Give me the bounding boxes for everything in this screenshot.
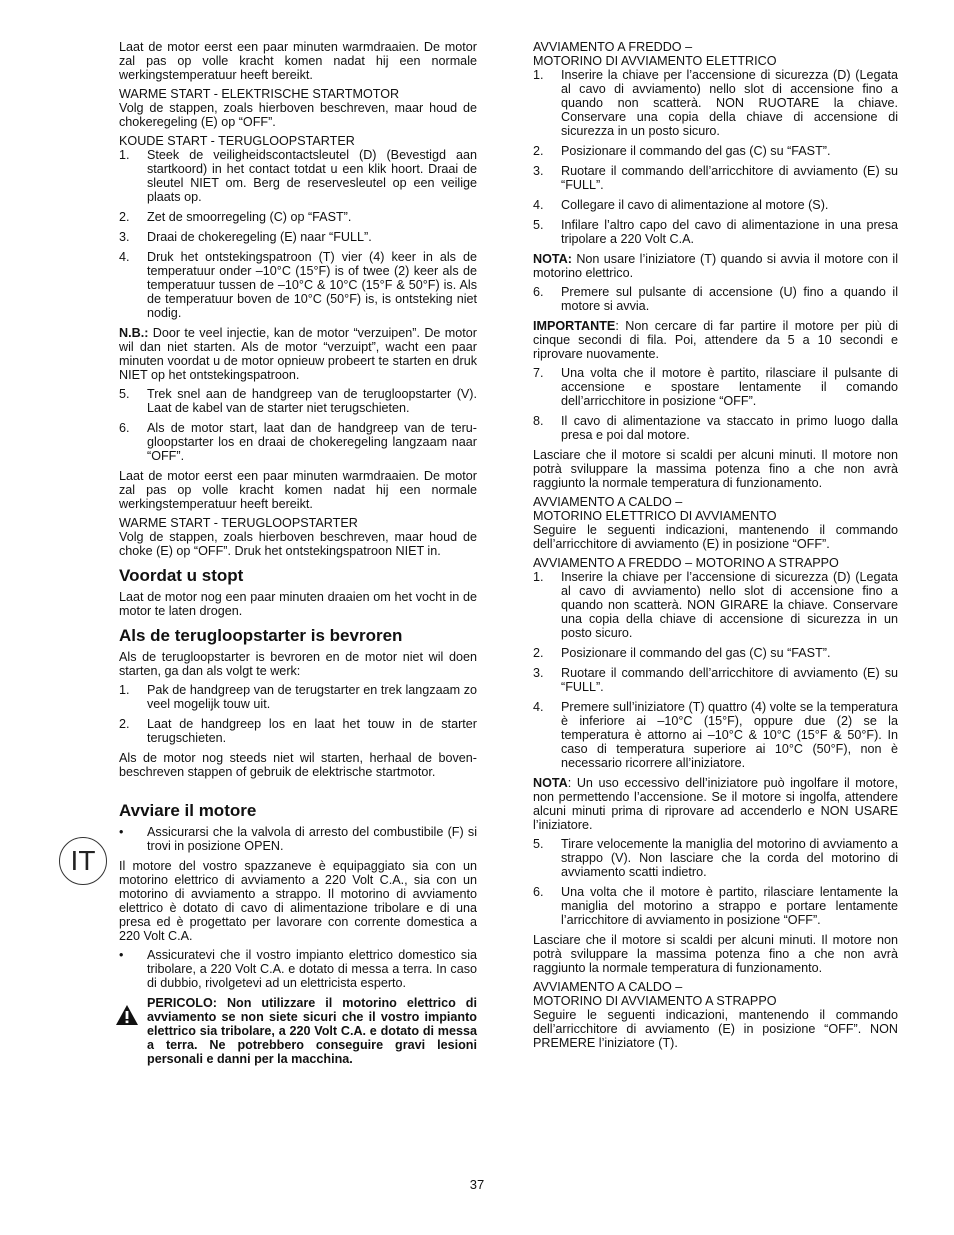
list-item xyxy=(533,666,898,694)
section-caption: AVVIAMENTO A FREDDO – xyxy=(533,40,693,54)
list-item-number: 4. xyxy=(119,250,130,264)
list-item-number: 6. xyxy=(533,885,544,899)
list-item xyxy=(533,164,898,192)
paragraph: Volg de stappen, zoals hierboven beschreven, maar houd de chokeregeling (E) op “OFF”. xyxy=(119,101,477,129)
list-item xyxy=(533,885,898,927)
list-item-text: Ruotare il commando dell’arricchitore di avviamento (E) su “FULL”. xyxy=(561,164,898,192)
list-item xyxy=(119,683,477,711)
list-item-text: Pak de handgreep van de terugstarter en trek langzaam zo veel mogelijk touw uit. xyxy=(147,683,477,711)
paragraph: Volg de stappen, zoals hierboven beschreven, maar houd de choke (E) op “OFF”. Druk het ontstekingspatroon NIET in. xyxy=(119,530,477,558)
numbered-list xyxy=(533,68,898,246)
list-item xyxy=(533,144,898,158)
section-heading: Als de terugloopstarter is bevroren xyxy=(119,626,403,645)
paragraph: Laat de motor nog een paar minuten draaien om het vocht in de motor te laten drogen. xyxy=(119,590,477,618)
list-item xyxy=(119,421,477,463)
language-badge: IT xyxy=(59,837,107,885)
list-item xyxy=(533,285,898,313)
list-item-number: 6. xyxy=(533,285,544,299)
note-label: NOTA xyxy=(533,776,568,790)
list-item-text: Druk het ontstekingspatroon (T) vier (4) keer in als de temperatuur onder –10°C (15°F) is of twee (2) keer als de temperatuur tussen de –10°C & 10°C (15°F & 50°F) is. Als de temperatuur boven de 10°C (50°F) is, is ontsteking niet nodig. xyxy=(147,250,477,320)
list-item-number: 1. xyxy=(119,683,130,697)
list-item xyxy=(533,218,898,246)
important-paragraph xyxy=(533,319,898,361)
section-heading: Voordat u stopt xyxy=(119,566,244,585)
numbered-list xyxy=(119,387,477,463)
list-item xyxy=(119,948,477,990)
numbered-list xyxy=(533,837,898,927)
list-item-number: 1. xyxy=(119,148,130,162)
paragraph: Als de terugloopstarter is bevroren en de motor niet wil doen starten, ga dan als volgt te werk: xyxy=(119,650,477,678)
section-caption: WARME START - ELEKTRISCHE STARTMOTOR xyxy=(119,87,400,101)
list-item-text: Tirare velocemente la maniglia del motorino di avviamento a strappo (V). Non lasciare che la corda del motorino di avviamento scatti indietro. xyxy=(561,837,898,879)
bullet-list xyxy=(119,825,477,853)
list-item-text: Una volta che il motore è partito, rilasciare lentamente la maniglia del motorino a strappo e portare lentamente l’arricchitore di avviamento in posizione “OFF”. xyxy=(561,885,898,927)
list-item-number: 1. xyxy=(533,570,544,584)
bullet-mark: • xyxy=(119,825,124,839)
important-label: IMPORTANTE xyxy=(533,319,616,333)
right-column xyxy=(533,40,898,1055)
list-item-text: Zet de smoorregeling (C) op “FAST”. xyxy=(147,210,352,224)
list-item xyxy=(533,68,898,138)
list-item-text: Collegare il cavo di alimentazione al motore (S). xyxy=(561,198,829,212)
paragraph: Laat de motor eerst een paar minuten warmdraaien. De motor zal pas op volle kracht komen nadat hij een normale werkingstemperatuur heeft bereikt. xyxy=(119,469,477,511)
list-item xyxy=(533,198,898,212)
list-item xyxy=(533,646,898,660)
list-item-number: 1. xyxy=(533,68,544,82)
list-item xyxy=(119,250,477,320)
paragraph: Laat de motor eerst een paar minuten warmdraaien. De motor zal pas op volle kracht komen nadat hij een normale werkingstemperatuur heeft bereikt. xyxy=(119,40,477,82)
list-item-number: 7. xyxy=(533,366,544,380)
important-text: : Non cercare di far partire il motore per più di cinque secondi di fila. Poi, attendere da 5 a 10 secondi e riprovare nuovamente. xyxy=(533,319,898,361)
list-item-text: Premere sul pulsante di accensione (U) fino a quando il motore si avvia. xyxy=(561,285,898,313)
list-item-number: 3. xyxy=(533,666,544,680)
note-text: : Un uso eccessivo dell’iniziatore può ingolfare il motore, non permettendo l’accensione. Se il motore si ingolfa, attendere alcuni minuti prima di riprovare ad accenderlo e NON USARE l’iniziatore. xyxy=(533,776,898,832)
bullet-list xyxy=(119,948,477,990)
numbered-list xyxy=(533,570,898,770)
numbered-list xyxy=(533,285,898,313)
section-caption: MOTORINO DI AVVIAMENTO A STRAPPO xyxy=(533,994,777,1008)
note-paragraph xyxy=(533,776,898,832)
list-item-number: 2. xyxy=(119,210,130,224)
warning-text: PERICOLO: Non utilizzare il motorino elettrico di avviamento se non siete sicuri che il vostro impianto elettrico sia tribolare, a 220 Volt C.A. e dotato di messa a terra. Ne potrebbero conseguire gravi lesioni personali e danni per la macchina. xyxy=(147,996,477,1066)
list-item-text: Posizionare il commando del gas (C) su “FAST”. xyxy=(561,646,831,660)
list-item xyxy=(533,414,898,442)
list-item-text: Inserire la chiave per l’accensione di sicurezza (D) (Legata al cavo di avviamento) nello slot di accensione fino a quando non scatterà. NON RUOTARE la chiave. Conservare una copia della chiave di accensione di sicurezza in un posto sicuro. xyxy=(561,68,898,138)
section-heading: Avviare il motore xyxy=(119,801,257,820)
list-item-number: 5. xyxy=(533,837,544,851)
note-paragraph xyxy=(533,252,898,280)
list-item-number: 3. xyxy=(533,164,544,178)
list-item-number: 5. xyxy=(533,218,544,232)
list-item-text: Laat de handgreep los en laat het touw in de starter terugschieten. xyxy=(147,717,477,745)
paragraph: Seguire le seguenti indicazioni, mantenendo il commando dell’arricchitore di avviamento (E) in posizione “OFF”. NON PREMERE l’iniziatore (T). xyxy=(533,1008,898,1050)
list-item xyxy=(119,717,477,745)
list-item-number: 3. xyxy=(119,230,130,244)
note-label: NOTA: xyxy=(533,252,572,266)
list-item xyxy=(533,570,898,640)
paragraph: Lasciare che il motore si scaldi per alcuni minuti. Il motore non potrà sviluppare la massima potenza fino a che non avrà raggiunto la normale temperatura di funzionamento. xyxy=(533,933,898,975)
list-item-text: Als de motor start, laat dan de handgreep van de terugloopstarter los en draai de chokeregeling langzaam naar “OFF”. xyxy=(147,421,477,463)
note-text: Door te veel injectie, kan de motor “verzuipen”. De motor wil dan niet starten. Als de motor “verzuipt”, wacht een paar minuten voordat u de motor opnieuw probeert te starten en druk NIET op het ontstekingspatroon. xyxy=(119,326,477,382)
list-item-text: Una volta che il motore è partito, rilasciare il pulsante di accensione e spostare lentamente il comando dell’arricchitore in posizione “OFF”. xyxy=(561,366,898,408)
list-item-number: 2. xyxy=(533,646,544,660)
section-caption: AVVIAMENTO A CALDO – xyxy=(533,495,683,509)
list-item-number: 2. xyxy=(119,717,130,731)
note-label: N.B.: xyxy=(119,326,149,340)
list-item-text: Inserire la chiave per l’accensione di sicurezza (D) (Legata al cavo di avviamento) nello slot di accensione fino a quando non scatterà. NON GIRARE la chiave. Conservare una copia della chiave di accensione di sicurezza in un posto sicuro. xyxy=(561,570,898,640)
list-item-text: Trek snel aan de handgreep van de terugloopstarter (V). Laat de kabel van de starter niet terugschieten. xyxy=(147,387,477,415)
note-paragraph xyxy=(119,326,477,382)
section-caption: KOUDE START - TERUGLOOPSTARTER xyxy=(119,134,355,148)
list-item-text: Infilare l’altro capo del cavo di alimentazione in una presa tripolare a 220 Volt C.A. xyxy=(561,218,898,246)
list-item-number: 8. xyxy=(533,414,544,428)
list-item-number: 4. xyxy=(533,198,544,212)
danger-warning xyxy=(119,996,477,1066)
section-caption: WARME START - TERUGLOOPSTARTER xyxy=(119,516,358,530)
section-caption: AVVIAMENTO A CALDO – xyxy=(533,980,683,994)
list-item-number: 4. xyxy=(533,700,544,714)
list-item-text: Premere sull’iniziatore (T) quattro (4) volte se la temperatura è inferiore ai –10°C (15°F), oppure due (2) se la temperatura è attorno ai –10°C & 10°C (15°F & 50°F). In caso di temperatura superiore ai 10°C (50°F), non è necessario ricorrere all’iniziatore. xyxy=(561,700,898,770)
list-item xyxy=(119,825,477,853)
list-item-text: Draai de chokeregeling (E) naar “FULL”. xyxy=(147,230,372,244)
paragraph: Seguire le seguenti indicazioni, mantenendo il commando dell’arricchitore di avviamento (E) in posizione “OFF”. xyxy=(533,523,898,551)
list-item-text: Assicuratevi che il vostro impianto elettrico domestico sia tribolare, a 220 Volt C.A. e dotato di messa a terra. In caso di dubbio, rivolgetevi ad un elettricista esperto. xyxy=(147,948,477,990)
list-item xyxy=(119,230,477,244)
page-number: 37 xyxy=(469,1177,485,1192)
bullet-mark: • xyxy=(119,948,124,962)
section-caption: MOTORINO DI AVVIAMENTO ELETTRICO xyxy=(533,54,777,68)
list-item-number: 6. xyxy=(119,421,130,435)
paragraph: Il motore del vostro spazzaneve è equipaggiato sia con un motorino elettrico di avviamento a 220 Volt C.A., sia con un motorino di avviamento a strappo. Il motorino di avviamento elettrico è dotato di cavo di alimentazione tribolare e di una presa ed è progettato per lavorare con corrente domestica a 220 Volt C.A. xyxy=(119,859,477,943)
list-item-text: Steek de veiligheidscontactsleutel (D) (Bevestigd aan startkoord) in het contact totdat u een klik hoort. Draai de sleutel NIET om. Berg de reservesleutel op een veilige plaats op. xyxy=(147,148,477,204)
list-item xyxy=(533,366,898,408)
list-item-text: Ruotare il commando dell’arricchitore di avviamento (E) su “FULL”. xyxy=(561,666,898,694)
numbered-list xyxy=(533,366,898,442)
list-item-text: Il cavo di alimentazione va staccato in primo luogo dalla presa e poi dal motore. xyxy=(561,414,898,442)
numbered-list xyxy=(119,683,477,745)
list-item-text: Assicurarsi che la valvola di arresto del combustibile (F) si trovi in posizione OPEN. xyxy=(147,825,477,853)
left-column xyxy=(119,40,477,1066)
list-item-number: 5. xyxy=(119,387,130,401)
note-text: Non usare l’iniziatore (T) quando si avvia il motore con il motorino elettrico. xyxy=(533,252,898,280)
list-item xyxy=(533,837,898,879)
list-item-number: 2. xyxy=(533,144,544,158)
list-item xyxy=(119,387,477,415)
list-item xyxy=(119,210,477,224)
section-caption: MOTORINO ELETTRICO DI AVVIAMENTO xyxy=(533,509,777,523)
paragraph: Als de motor nog steeds niet wil starten, herhaal de bovenbeschreven stappen of gebruik de elektrische startmotor. xyxy=(119,751,477,779)
list-item xyxy=(533,700,898,770)
list-item xyxy=(119,148,477,204)
warning-triangle-icon xyxy=(115,1004,139,1026)
paragraph: Lasciare che il motore si scaldi per alcuni minuti. Il motore non potrà sviluppare la massima potenza fino a che non avrà raggiunto la normale temperatura di funzionamento. xyxy=(533,448,898,490)
numbered-list xyxy=(119,148,477,320)
section-caption: AVVIAMENTO A FREDDO – MOTORINO A STRAPPO xyxy=(533,556,839,570)
list-item-text: Posizionare il commando del gas (C) su “FAST”. xyxy=(561,144,831,158)
